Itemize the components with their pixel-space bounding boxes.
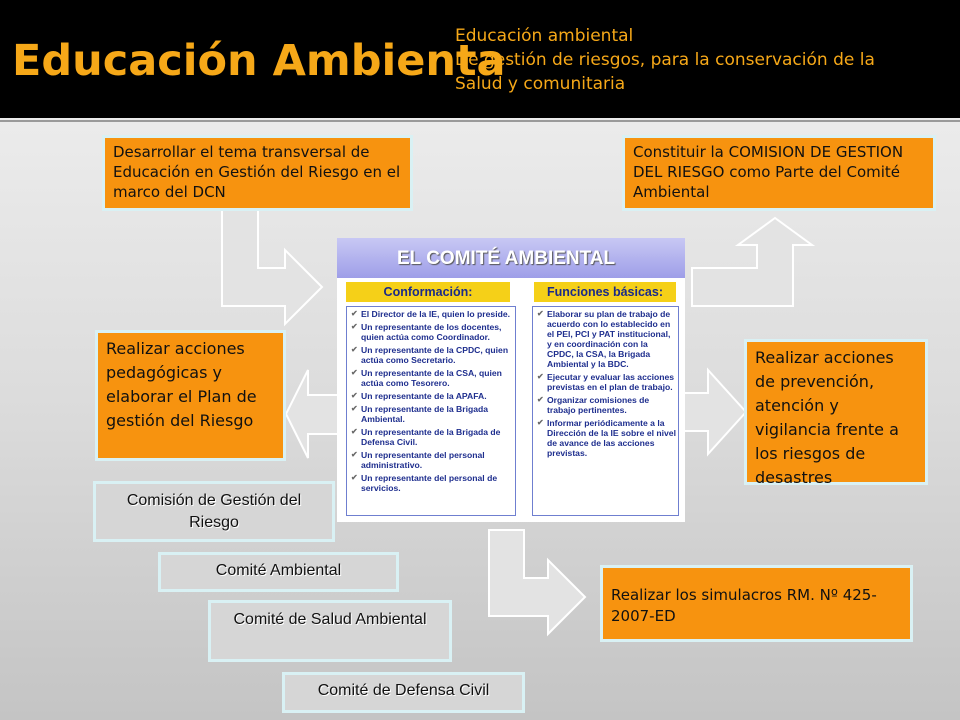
committee-salud-ambiental-text: Comité de Salud Ambiental [233, 611, 427, 628]
panel-list-item [351, 473, 513, 493]
panel-list-item [537, 309, 676, 369]
panel-list-item [537, 395, 676, 415]
check-icon: ✔ [537, 418, 544, 427]
box-simulacros-text: Realizar los simulacros RM. Nº 425-2007-ED [611, 586, 877, 625]
arrow-top-left [222, 208, 322, 324]
panel-list-item-text: Un representante de la CPDC, quien actúa como Secretario. [361, 345, 509, 365]
box-acciones-prevencion-text: Realizar acciones de prevención, atención y vigilancia frente a los riesgos de desastres [755, 348, 899, 487]
arrow-top-right [692, 218, 812, 306]
subtitle-line-1: Educación ambiental [455, 26, 634, 46]
arrow-bottom [489, 530, 585, 634]
box-desarrollar-tema-text: Desarrollar el tema transversal de Educación en Gestión del Riesgo en el marco del DCN [113, 143, 401, 201]
panel-right-heading: Funciones básicas: [534, 282, 676, 302]
check-icon: ✔ [351, 450, 358, 459]
panel-list-item [351, 309, 513, 319]
panel-header [337, 238, 685, 278]
panel-list-item-text: Elaborar su plan de trabajo de acuerdo con lo establecido en el PEI, PCI y PAT institucional, y en coordinación con la CPDC, la CSA, la Brigada Ambiental y la BDC. [547, 309, 671, 369]
check-icon: ✔ [351, 404, 358, 413]
panel-list-item [351, 427, 513, 447]
committee-defensa-civil-text: Comité de Defensa Civil [317, 682, 490, 699]
panel-list-item-text: Un representante de los docentes, quien actúa como Coordinador. [361, 322, 502, 342]
panel-list-item-text: Ejecutar y evaluar las acciones previstas en el plan de trabajo. [547, 372, 675, 392]
arrow-right [684, 370, 746, 454]
funciones-list [533, 307, 678, 458]
panel-right-column [532, 306, 679, 516]
box-acciones-prevencion [744, 339, 928, 485]
panel-list-item-text: Un representante del personal de servicios. [361, 473, 498, 493]
panel-left-heading: Conformación: [346, 282, 510, 302]
check-icon: ✔ [351, 473, 358, 482]
panel-list-item-text: Organizar comisiones de trabajo pertinentes. [547, 395, 650, 415]
committee-salud-ambiental [208, 600, 452, 662]
box-acciones-pedagogicas-text: Realizar acciones pedagógicas y elaborar el Plan de gestión del Riesgo [106, 339, 257, 430]
panel-list-item [351, 404, 513, 424]
check-icon: ✔ [351, 309, 358, 318]
check-icon: ✔ [351, 345, 358, 354]
conformacion-list [347, 307, 515, 493]
box-acciones-pedagogicas [95, 330, 286, 461]
committee-ambiental [158, 552, 399, 592]
box-desarrollar-tema [102, 135, 413, 211]
panel-title: EL COMITÉ AMBIENTAL [397, 248, 616, 269]
panel-list-item [537, 372, 676, 392]
check-icon: ✔ [537, 395, 544, 404]
check-icon: ✔ [351, 427, 358, 436]
panel-list-item [537, 418, 676, 458]
check-icon: ✔ [537, 372, 544, 381]
check-icon: ✔ [351, 391, 358, 400]
panel-list-item-text: El Director de la IE, quien lo preside. [361, 309, 510, 319]
panel-list-item-text: Un representante de la CSA, quien actúa como Tesorero. [361, 368, 502, 388]
box-constituir-comision-text: Constituir la COMISION DE GESTION DEL RIESGO como Parte del Comité Ambiental [633, 143, 904, 201]
panel-list-item-text: Un representante de la APAFA. [361, 391, 487, 401]
comite-ambiental-panel [337, 238, 685, 522]
box-simulacros [600, 565, 913, 642]
subtitle-line-2: De gestión de riesgos, para la conservación de la [455, 50, 875, 70]
box-constituir-comision [622, 135, 936, 211]
panel-left-column [346, 306, 516, 516]
panel-list-item [351, 391, 513, 401]
page-title: Educación Ambienta [12, 36, 506, 86]
committee-gestion-riesgo-text: Comisión de Gestión del Riesgo [126, 492, 302, 531]
panel-list-item-text: Un representante del personal administrativo. [361, 450, 485, 470]
panel-list-item [351, 368, 513, 388]
check-icon: ✔ [351, 322, 358, 331]
subtitle-line-3: Salud y comunitaria [455, 74, 626, 94]
committee-gestion-riesgo [93, 481, 335, 542]
panel-list-item-text: Un representante de la Brigada Ambiental. [361, 404, 489, 424]
panel-list-item-text: Un representante de la Brigada de Defensa Civil. [361, 427, 501, 447]
panel-list-item [351, 322, 513, 342]
committee-defensa-civil [282, 672, 525, 713]
panel-list-item-text: Informar periódicamente a la Dirección de la IE sobre el nivel de avance de las acciones previstas. [547, 418, 676, 458]
panel-list-item [351, 345, 513, 365]
check-icon: ✔ [351, 368, 358, 377]
committee-ambiental-text: Comité Ambiental [215, 562, 342, 579]
panel-list-item [351, 450, 513, 470]
check-icon: ✔ [537, 309, 544, 318]
